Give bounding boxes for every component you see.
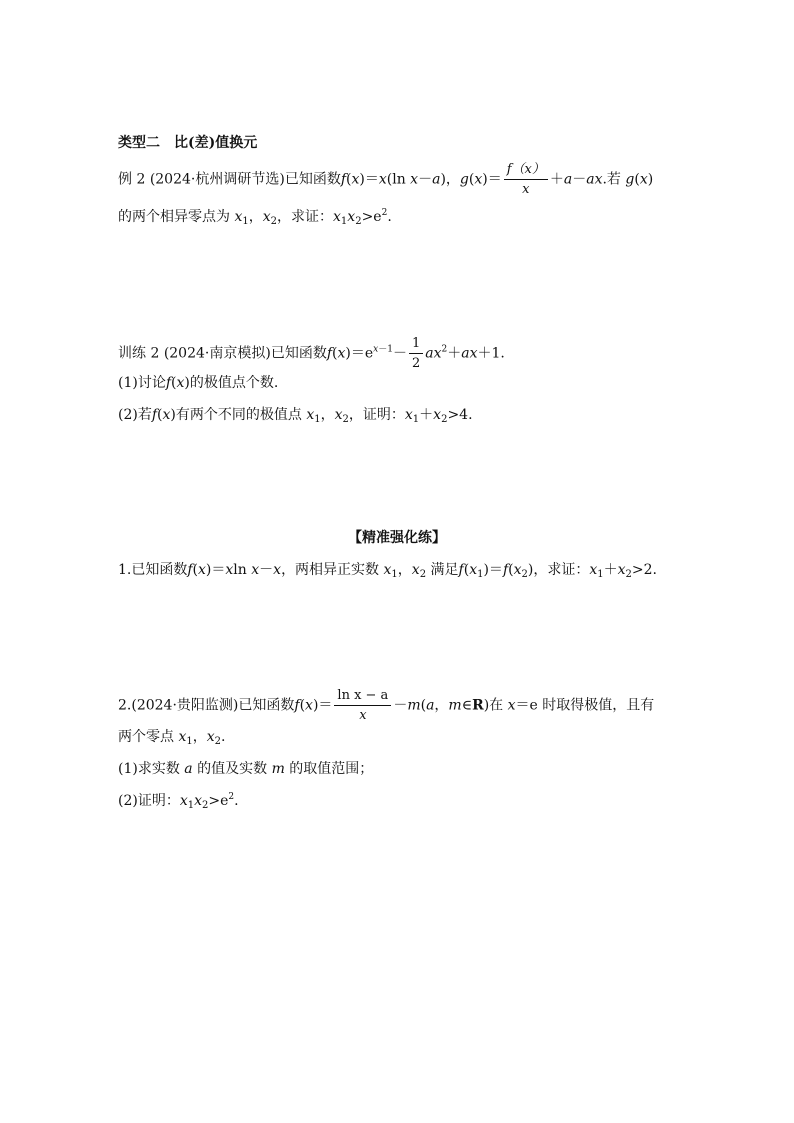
practice-problem-2-line-2: 两个零点 $x_1$，$x_2$. <box>118 729 226 747</box>
practice-problem-1: 1.已知函数f(x)＝xln x－x，两相异正实数 $x_1$，$x_2$ 满足$f(x_1)=f(x_2)$，求证：$x_1+x_2>2$. <box>118 562 657 580</box>
example-2-line-2: 的两个相异零点为 $x_1$，$x_2$，求证：$x_1x_2>e^2$. <box>118 208 392 227</box>
training-2-line-1: 训练 2 (2024·南京模拟)已知函数$f(x)=e^{x-1}-$ $\frac{1}{2}$ $ax^2+ax+1$. <box>118 336 505 371</box>
practice-problem-2-line-1: 2.(2024·贵阳监测)已知函数f(x)＝ $\frac{\text{ln x − a}}{x}$ －m(a，m∈R)在 x＝e 时取得极值，且有 <box>118 688 655 723</box>
type-title: 类型二 比(差)值换元 <box>118 135 258 151</box>
training-2-q1: (1)讨论f(x)的极值点个数. <box>118 375 279 391</box>
fraction-lnx-minus-a-over-x: $\frac{\text{ln x − a}}{x}$ <box>334 689 391 722</box>
example-2-line-1: 例 2 (2024·杭州调研节选)已知函数f(x)＝x(ln x－a)，g(x)＝ $\frac{f(x)}{x}$ ＋a－ax.若 g(x) <box>118 162 654 197</box>
training-source: (2024·南京模拟) <box>163 345 271 362</box>
fraction-one-half: $\frac{1}{2}$ <box>409 337 423 370</box>
fraction-f-over-x: $\frac{f(x)}{x}$ <box>504 163 548 196</box>
practice-section-title: 【精准强化练】 <box>348 530 446 546</box>
practice-problem-2-q2: (2)证明：$x_1x_2>e^2$. <box>118 792 239 811</box>
training-label: 训练 2 <box>118 345 160 362</box>
practice-problem-2-q1: (1)求实数 a 的值及实数 m 的取值范围； <box>118 761 374 777</box>
example-label: 例 2 <box>118 171 146 188</box>
example-source: (2024·杭州调研节选) <box>149 171 285 188</box>
training-2-q2: (2)若f(x)有两个不同的极值点 $x_1$，$x_2$，证明：$x_1+x_2>4$. <box>118 407 473 425</box>
